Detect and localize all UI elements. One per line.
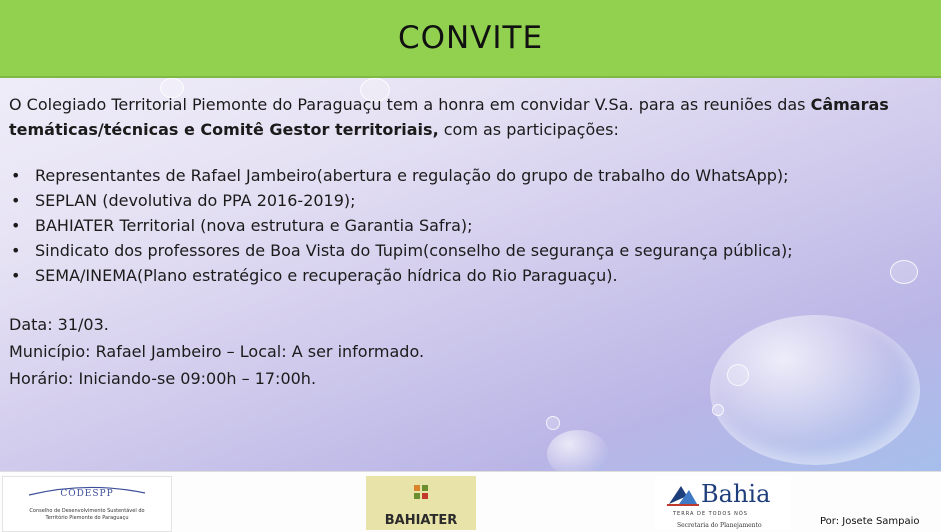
water-drop-decoration bbox=[546, 416, 560, 430]
bahia-secretaria: Secretaria do Planejamento bbox=[677, 522, 762, 529]
invitation-body bbox=[9, 92, 929, 392]
intro-paragraph bbox=[9, 92, 929, 142]
list-item: • SEMA/INEMA(Plano estratégico e recuperação hídrica do Rio Paraguaçu). bbox=[9, 263, 929, 288]
participation-list bbox=[9, 163, 929, 288]
event-date: Data: 31/03. bbox=[9, 315, 109, 334]
bahia-flag-icon bbox=[667, 484, 699, 506]
codespp-logo bbox=[2, 476, 172, 532]
intro-text: O Colegiado Territorial Piemonte do Paraguaçu tem a honra em convidar V.Sa. para as reuniões das bbox=[9, 95, 811, 114]
author-credit: Por: Josete Sampaio bbox=[820, 516, 920, 527]
list-item: • SEPLAN (devolutiva do PPA 2016-2019); bbox=[9, 188, 929, 213]
intro-bold-text: Câmaras temáticas/técnicas e Comitê Gestor territoriais, bbox=[9, 95, 889, 139]
codespp-subtitle-line: Território Piemonte do Paraguaçu bbox=[45, 515, 129, 521]
codespp-subtitle bbox=[3, 508, 171, 522]
page-title: CONVITE bbox=[397, 20, 544, 56]
footer-logos bbox=[0, 471, 941, 532]
bahia-government-logo bbox=[655, 476, 791, 530]
water-drop-decoration bbox=[712, 404, 724, 416]
bahiater-logo bbox=[366, 476, 476, 530]
list-item: • Representantes de Rafael Jambeiro(abertura e regulação do grupo de trabalho do WhatsApp); bbox=[9, 163, 929, 188]
event-location: Município: Rafael Jambeiro – Local: A ser informado. bbox=[9, 342, 425, 361]
grid-icon bbox=[414, 485, 428, 499]
list-item: • Sindicato dos professores de Boa Vista do Tupim(conselho de segurança e segurança pública); bbox=[9, 238, 929, 263]
event-schedule: Horário: Iniciando-se 09:00h – 17:00h. bbox=[9, 369, 317, 388]
list-item: • BAHIATER Territorial (nova estrutura e Garantia Safra); bbox=[9, 213, 929, 238]
codespp-subtitle-line: Conselho de Desenvolvimento Sustentável do bbox=[29, 508, 145, 514]
bahia-tagline: TERRA DE TODOS NÓS bbox=[673, 511, 748, 517]
intro-text-end: com as participações: bbox=[438, 120, 619, 139]
bahia-name: Bahia bbox=[701, 480, 771, 508]
codespp-name: CODESPP bbox=[60, 489, 114, 499]
event-details bbox=[9, 311, 929, 392]
bahiater-name: BAHIATER bbox=[384, 513, 458, 528]
title-banner bbox=[0, 0, 941, 78]
